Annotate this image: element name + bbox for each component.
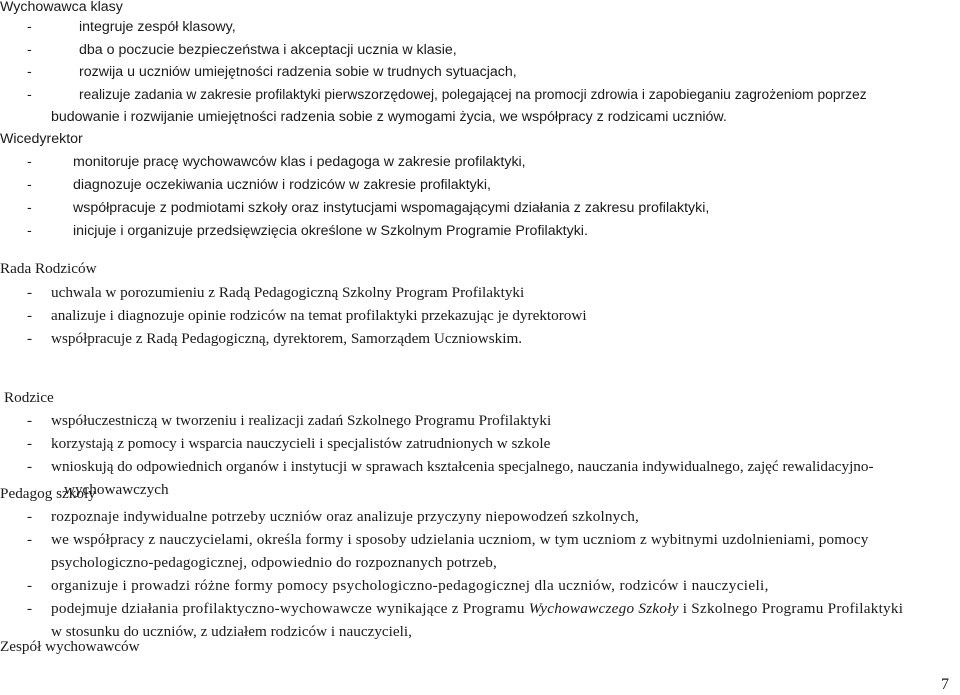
page-number: 7 bbox=[941, 676, 949, 693]
heading-wicedyrektor: Wicedyrektor bbox=[0, 131, 83, 147]
italic-program-name: Wychowawczego Szkoły bbox=[528, 600, 679, 617]
heading-rada-rodzicow: Rada Rodziców bbox=[0, 260, 97, 277]
heading-pedagog: Pedagog szkoły bbox=[0, 485, 96, 502]
heading-rodzice: Rodzice bbox=[4, 389, 54, 406]
heading-wychowawca: Wychowawca klasy bbox=[0, 0, 123, 15]
heading-zespol: Zespół wychowawców bbox=[0, 638, 140, 655]
